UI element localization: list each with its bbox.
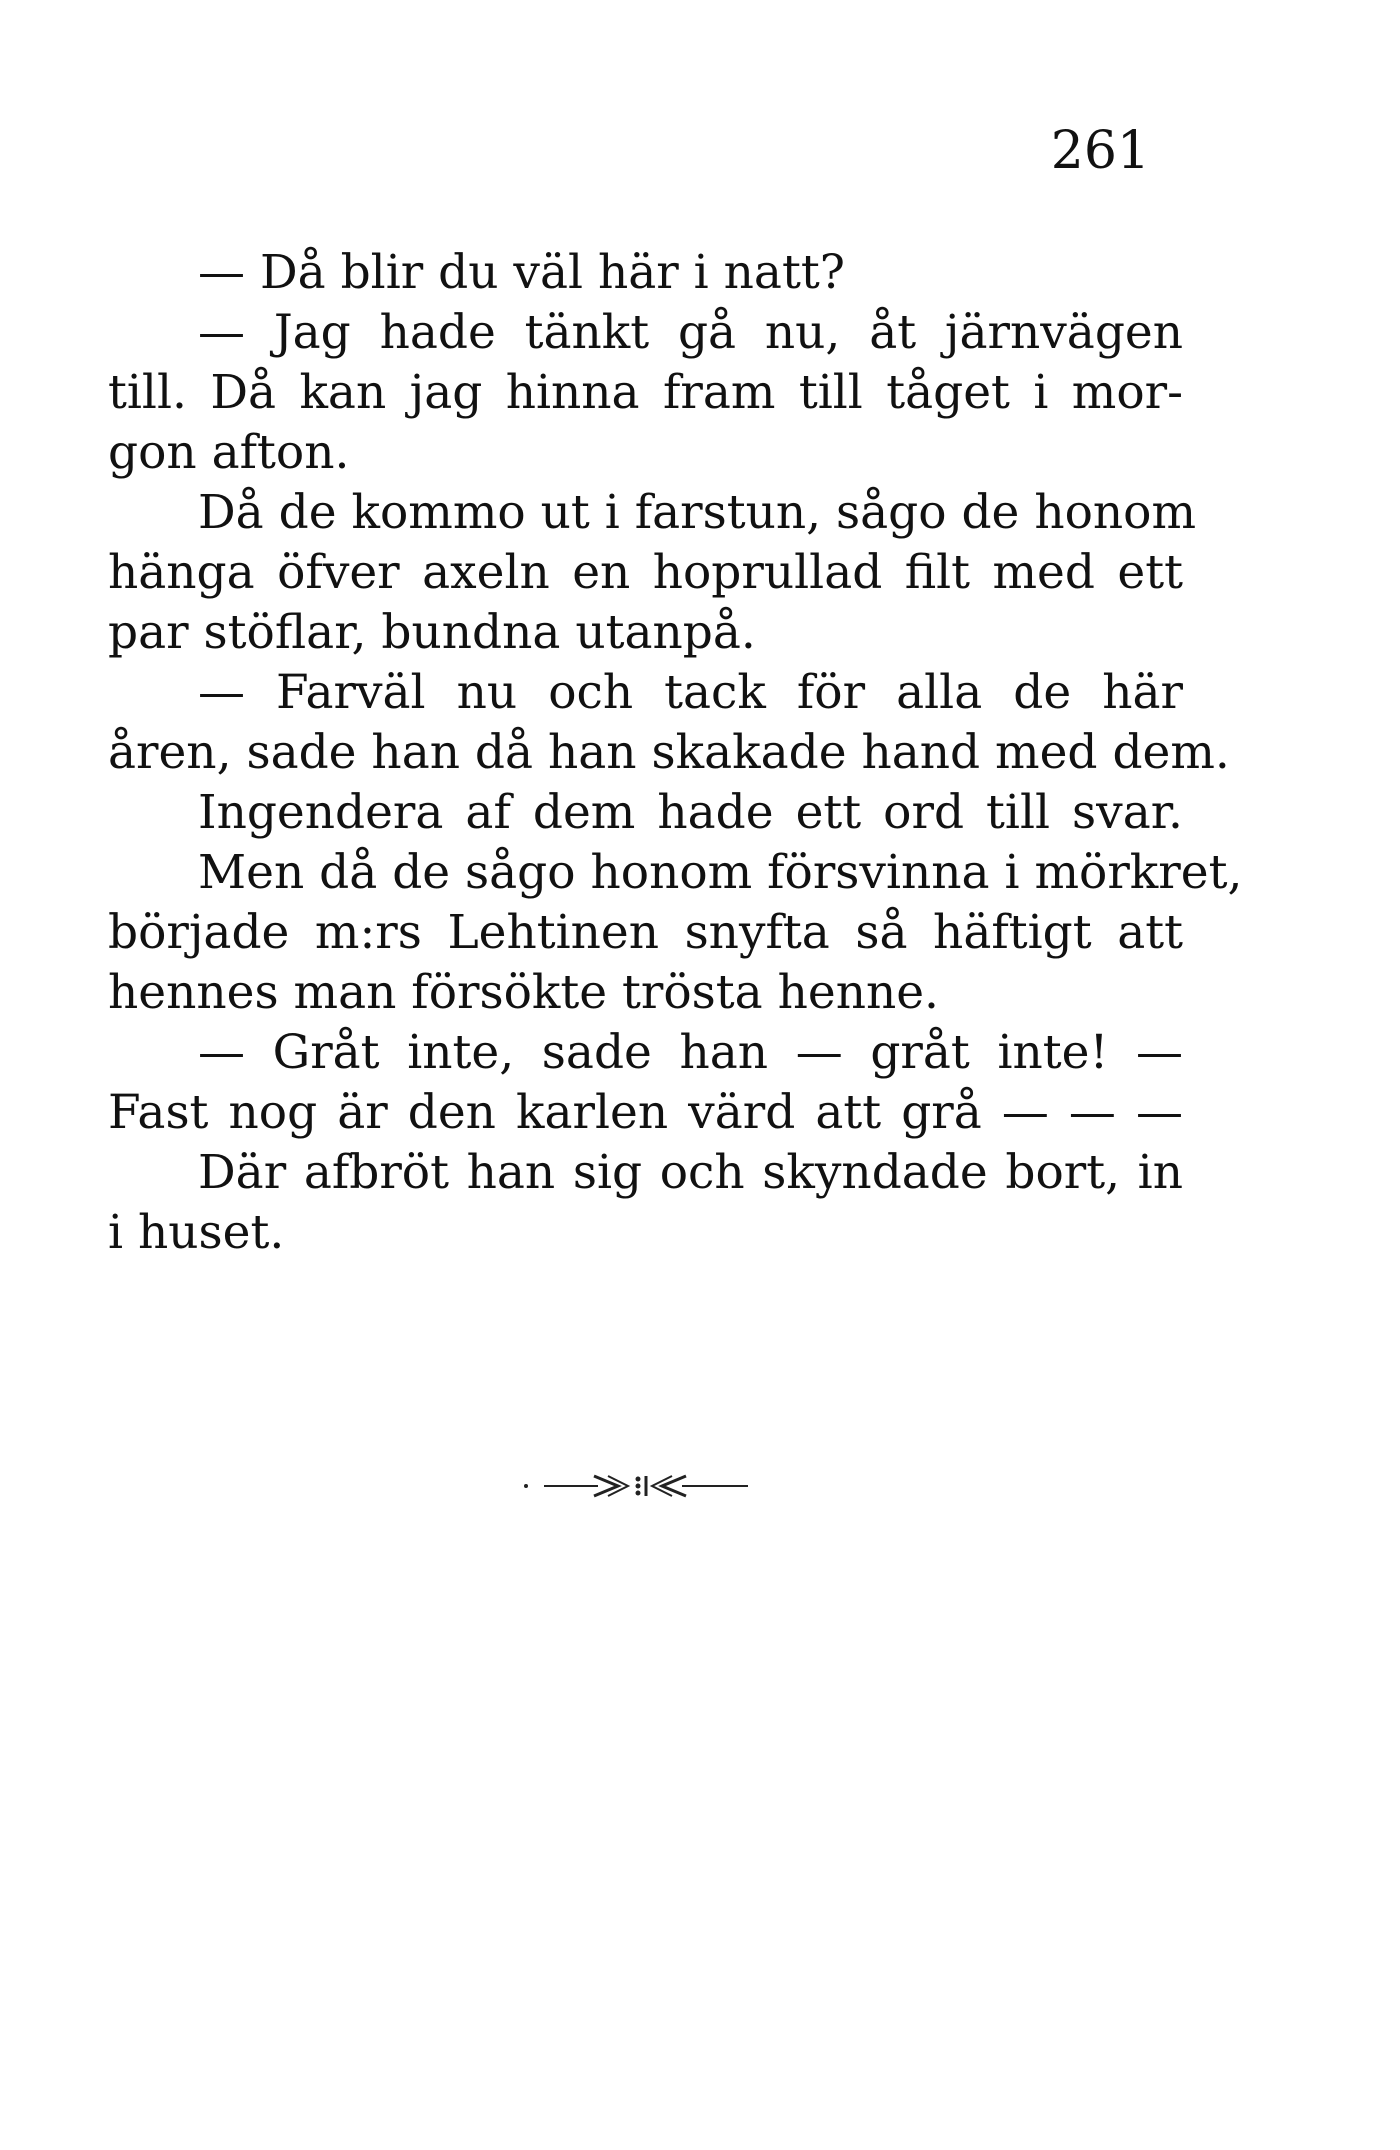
text-line: Men då de sågo honom försvinna i mörkret,: [198, 845, 1243, 900]
text-line: — Farväl nu och tack för alla de här: [198, 665, 1183, 720]
page-number: 261: [1050, 121, 1150, 181]
text-line: till. Då kan jag hinna fram till tåget i mor-: [108, 365, 1183, 420]
text-line: åren, sade han då han skakade hand med dem.: [108, 725, 1230, 780]
text-line: par stöflar, bundna utanpå.: [108, 605, 756, 660]
text-line: Där afbröt han sig och skyndade bort, in: [198, 1145, 1183, 1200]
text-line: i huset.: [108, 1205, 285, 1260]
text-line: Ingendera af dem hade ett ord till svar.: [198, 785, 1183, 840]
body-text: [108, 243, 1243, 1263]
text-line: — Gråt inte, sade han — gråt inte! —: [198, 1025, 1183, 1080]
text-line: gon afton.: [108, 425, 350, 480]
text-line: — Jag hade tänkt gå nu, åt järnvägen: [198, 305, 1183, 360]
text-line: hänga öfver axeln en hoprullad filt med ett: [108, 545, 1183, 600]
text-line: hennes man försökte trösta henne.: [108, 965, 939, 1020]
text-line: började m:rs Lehtinen snyfta så häftigt att: [108, 905, 1183, 960]
text-line: — Då blir du väl här i natt?: [198, 245, 845, 300]
text-line: Då de kommo ut i farstun, sågo de honom: [198, 485, 1197, 540]
text-line: Fast nog är den karlen värd att grå — — —: [108, 1085, 1183, 1140]
ornament-divider: [520, 1470, 780, 1500]
